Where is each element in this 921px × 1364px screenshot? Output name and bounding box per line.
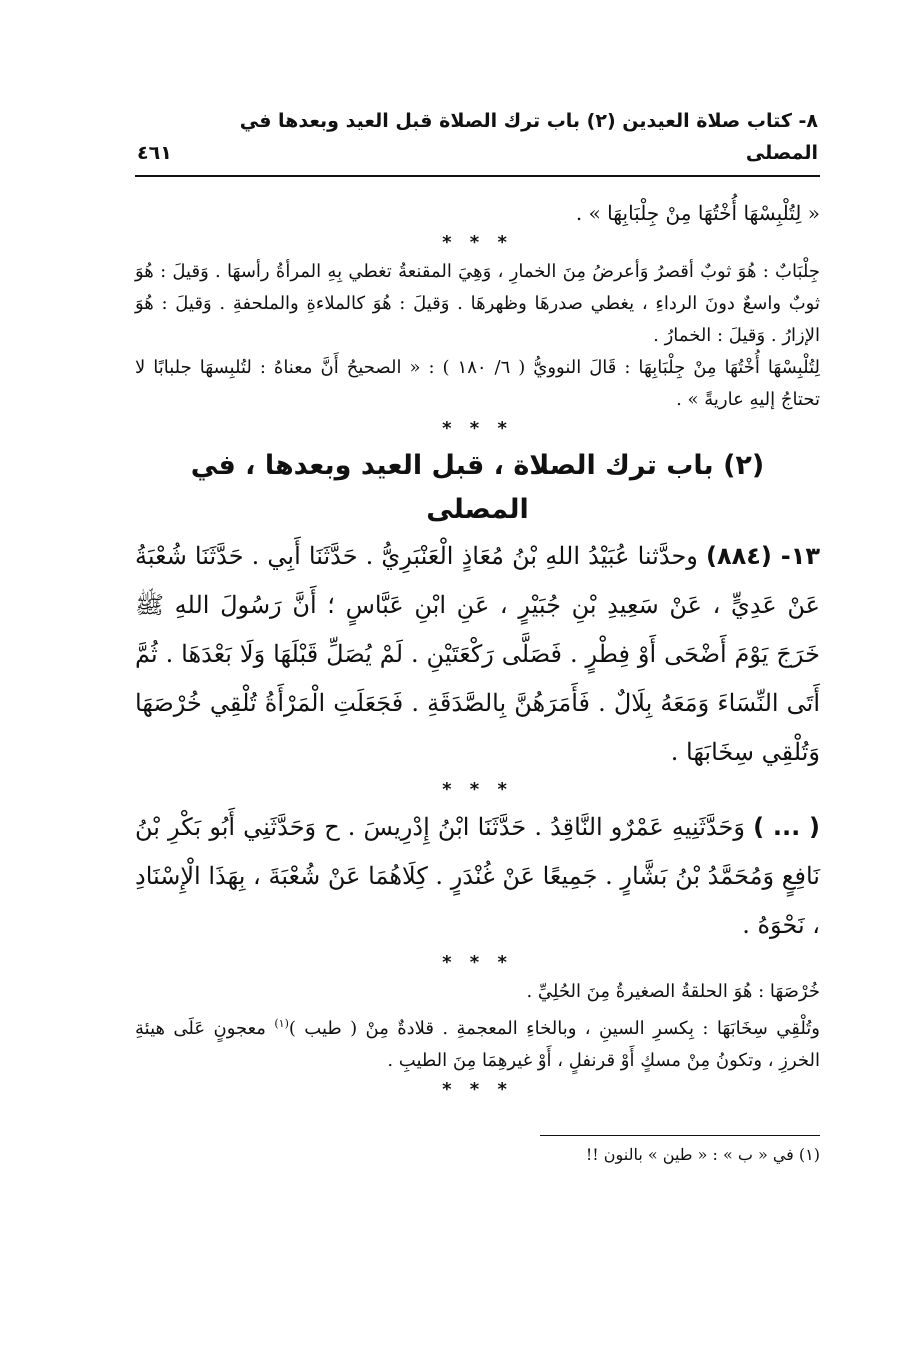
chapter-heading: (٢) باب ترك الصلاة ، قبل العيد وبعدها ، في المصلى (190, 450, 765, 525)
hadith-number: ( ... ) (753, 813, 821, 841)
gloss-paragraph: خُرْصَهَا : هُوَ الحلقةُ الصغيرةُ مِنَ الحُلِيِّ . (526, 981, 820, 1002)
quote-line: « لِتُلْبِسْهَا أُخْتُهَا مِنْ جِلْبَابِهَا » . (575, 201, 820, 225)
gloss-block-2 (135, 976, 820, 1077)
separator: * * * (442, 1079, 513, 1100)
header-title: ٨- كتاب صلاة العيدين (٢) باب ترك الصلاة قبل العيد وبعدها في المصلى (239, 110, 818, 164)
separator: * * * (442, 418, 513, 439)
footnote: (١) في « ب » : « طين » بالنون !! (585, 1145, 820, 1164)
gloss-paragraph: جِلْبَابٌ : هُوَ ثوبٌ أقصرُ وَأعرضُ مِنَ الخمارِ ، وَهِيَ المقنعةُ تغطي بِهِ المرأةُ رأسهَا . وَقيلَ : هُوَ ثوبٌ واسعٌ دونَ الرداءِ ، يغطي صدرهَا وظهرهَا . وَقيلَ : هُوَ كالملاءةِ والملحفةِ . وَقيلَ : هُوَ الإزارُ . وَقيلَ : الخمارُ . (135, 261, 820, 346)
hadith-paragraph-2 (135, 803, 820, 950)
separator: * * * (442, 232, 513, 253)
hadith-text: وحدَّثنا عُبَيْدُ اللهِ بْنُ مُعَاذٍ الْعَنْبَرِيُّ . حَدَّثَنَا أَبِي . حَدَّثَنَا شُعْبَةُ عَنْ عَدِيٍّ ، عَنْ سَعِيدِ بْنِ جُبَيْرٍ ، عَنِ ابْنِ عَبَّاسٍ ؛ أَنَّ رَسُولَ اللهِ ﷺ خَرَجَ يَوْمَ أَضْحَى أَوْ فِطْرٍ . فَصَلَّى رَكْعَتَيْنِ . لَمْ يُصَلِّ قَبْلَهَا وَلَا بَعْدَهَا . ثُمَّ أَتَى النِّسَاءَ وَمَعَهُ بِلَالٌ . فَأَمَرَهُنَّ بِالصَّدَقَةِ . فَجَعَلَتِ الْمَرْأَةُ تُلْقِي خُرْصَهَا وَتُلْقِي سِخَابَهَا . (135, 542, 820, 766)
gloss-block-1 (135, 256, 820, 416)
gloss-text: معجونٍ عَلَى هيئةِ الخرزِ ، وتكونُ مِنْ مسكٍ أَوْ قرنفلٍ ، أَوْ غيرهِمَا مِنَ الطيبِ . (135, 1018, 820, 1071)
gloss-paragraph: لِتُلْبِسْهَا أُخْتُهَا مِنْ جِلْبَابِهَا : قَالَ النوويُّ ( ٦/ ١٨٠ ) : « الصحيحُ أَنَّ معناهُ : لتُلبِسهَا جلبابًا لا تحتاجُ إليهِ عاريةً » . (135, 357, 820, 410)
footnote-divider (540, 1135, 820, 1136)
hadith-number: ١٣- (٨٨٤) (706, 542, 820, 570)
hadith-paragraph-1 (135, 532, 820, 777)
gloss-text: وتُلْقِي سِخَابَهَا : بِكسرِ السينِ ، وبالخاءِ المعجمةِ . قلادةٌ مِنْ ( طيب ) (288, 1018, 820, 1039)
hadith-text: وَحَدَّثَنِيهِ عَمْرٌو النَّاقِدُ . حَدَّثَنَا ابْنُ إِدْرِيسَ . ح وَحَدَّثَنِي أَبُو بَكْرِ بْنُ نَافِعٍ وَمُحَمَّدُ بْنُ بَشَّارٍ . جَمِيعًا عَنْ غُنْدَرٍ . كِلَاهُمَا عَنْ شُعْبَةَ ، بِهَذَا الْإِسْنَادِ ، نَحْوَهُ . (135, 813, 820, 939)
separator: * * * (442, 779, 513, 800)
separator: * * * (442, 952, 513, 973)
running-header (135, 105, 820, 177)
gloss-paragraph (135, 1008, 820, 1077)
footnote-marker: (١) (274, 1017, 289, 1030)
book-page (135, 105, 820, 1170)
page-number: ٤٦١ (137, 142, 172, 164)
